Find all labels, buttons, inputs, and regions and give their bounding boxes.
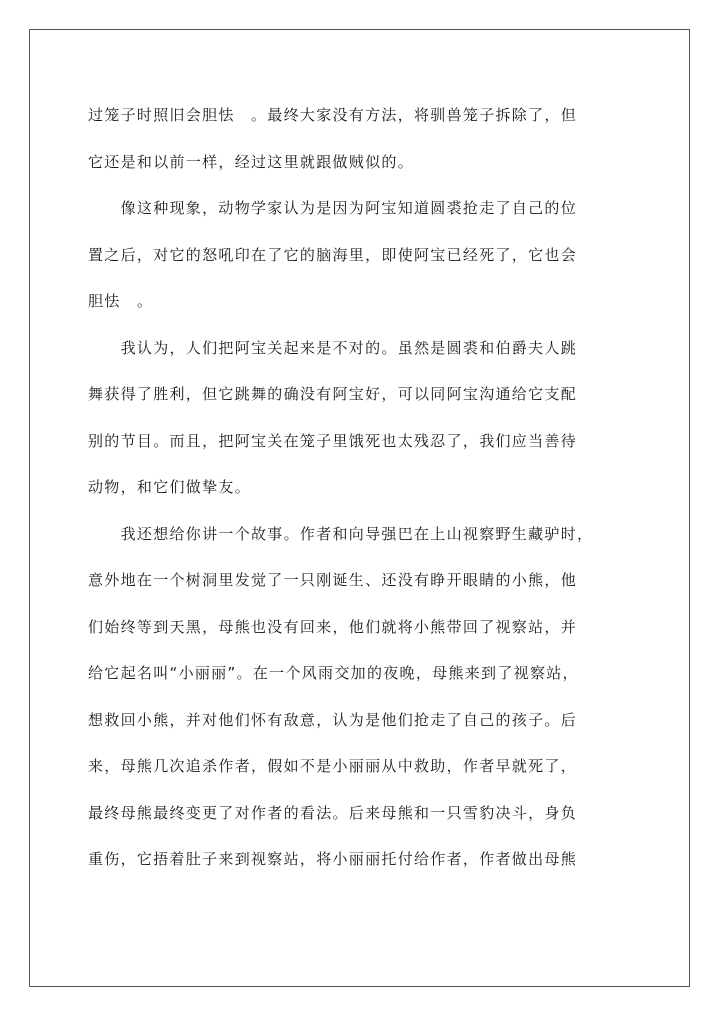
document-body	[88, 92, 632, 883]
text-line: 过笼子时照旧会胆怯 。最终大家没有方法，将驯兽笼子拆除了，但	[88, 106, 578, 124]
text-line: 重伤，它捂着肚子来到视察站，将小丽丽托付给作者，作者做出母熊	[88, 850, 578, 868]
text-line: 胆怯 。	[88, 292, 154, 310]
text-line: 动物，和它们做挚友。	[88, 478, 252, 496]
text-line: 像这种现象，动物学家认为是因为阿宝知道圆裘抢走了自己的位	[88, 199, 578, 217]
text-line: 它还是和以前一样，经过这里就跟做贼似的。	[88, 152, 415, 171]
text-line: 想救回小熊，并对他们怀有敌意，认为是他们抢走了自己的孩子。后	[88, 710, 578, 729]
text-line: 们始终等到天黑，母熊也没有回来，他们就将小熊带回了视察站，并	[88, 617, 578, 636]
text-line: 别的节目。而且，把阿宝关在笼子里饿死也太残忍了，我们应当善待	[88, 431, 578, 450]
text-line: 舞获得了胜利，但它跳舞的确没有阿宝好，可以同阿宝沟通给它支配	[88, 385, 578, 403]
text-line: 我认为，人们把阿宝关起来是不对的。虽然是圆裘和伯爵夫人跳	[88, 338, 578, 357]
text-line: 来，母熊几次追杀作者，假如不是小丽丽从中救助，作者早就死了，	[88, 757, 578, 775]
text-line: 给它起名叫“小丽丽”。在一个风雨交加的夜晚，母熊来到了视察站，	[88, 664, 579, 682]
text-line: 最终母熊最终变更了对作者的看法。后来母熊和一只雪豹决斗，身负	[88, 803, 578, 822]
text-line: 意外地在一个树洞里发觉了一只刚诞生、还没有睁开眼睛的小熊，他	[88, 571, 578, 589]
text-line: 置之后，对它的怒吼印在了它的脑海里，即使阿宝已经死了，它也会	[88, 245, 578, 264]
text-line: 我还想给你讲一个故事。作者和向导强巴在上山视察野生藏驴时，	[88, 524, 594, 543]
